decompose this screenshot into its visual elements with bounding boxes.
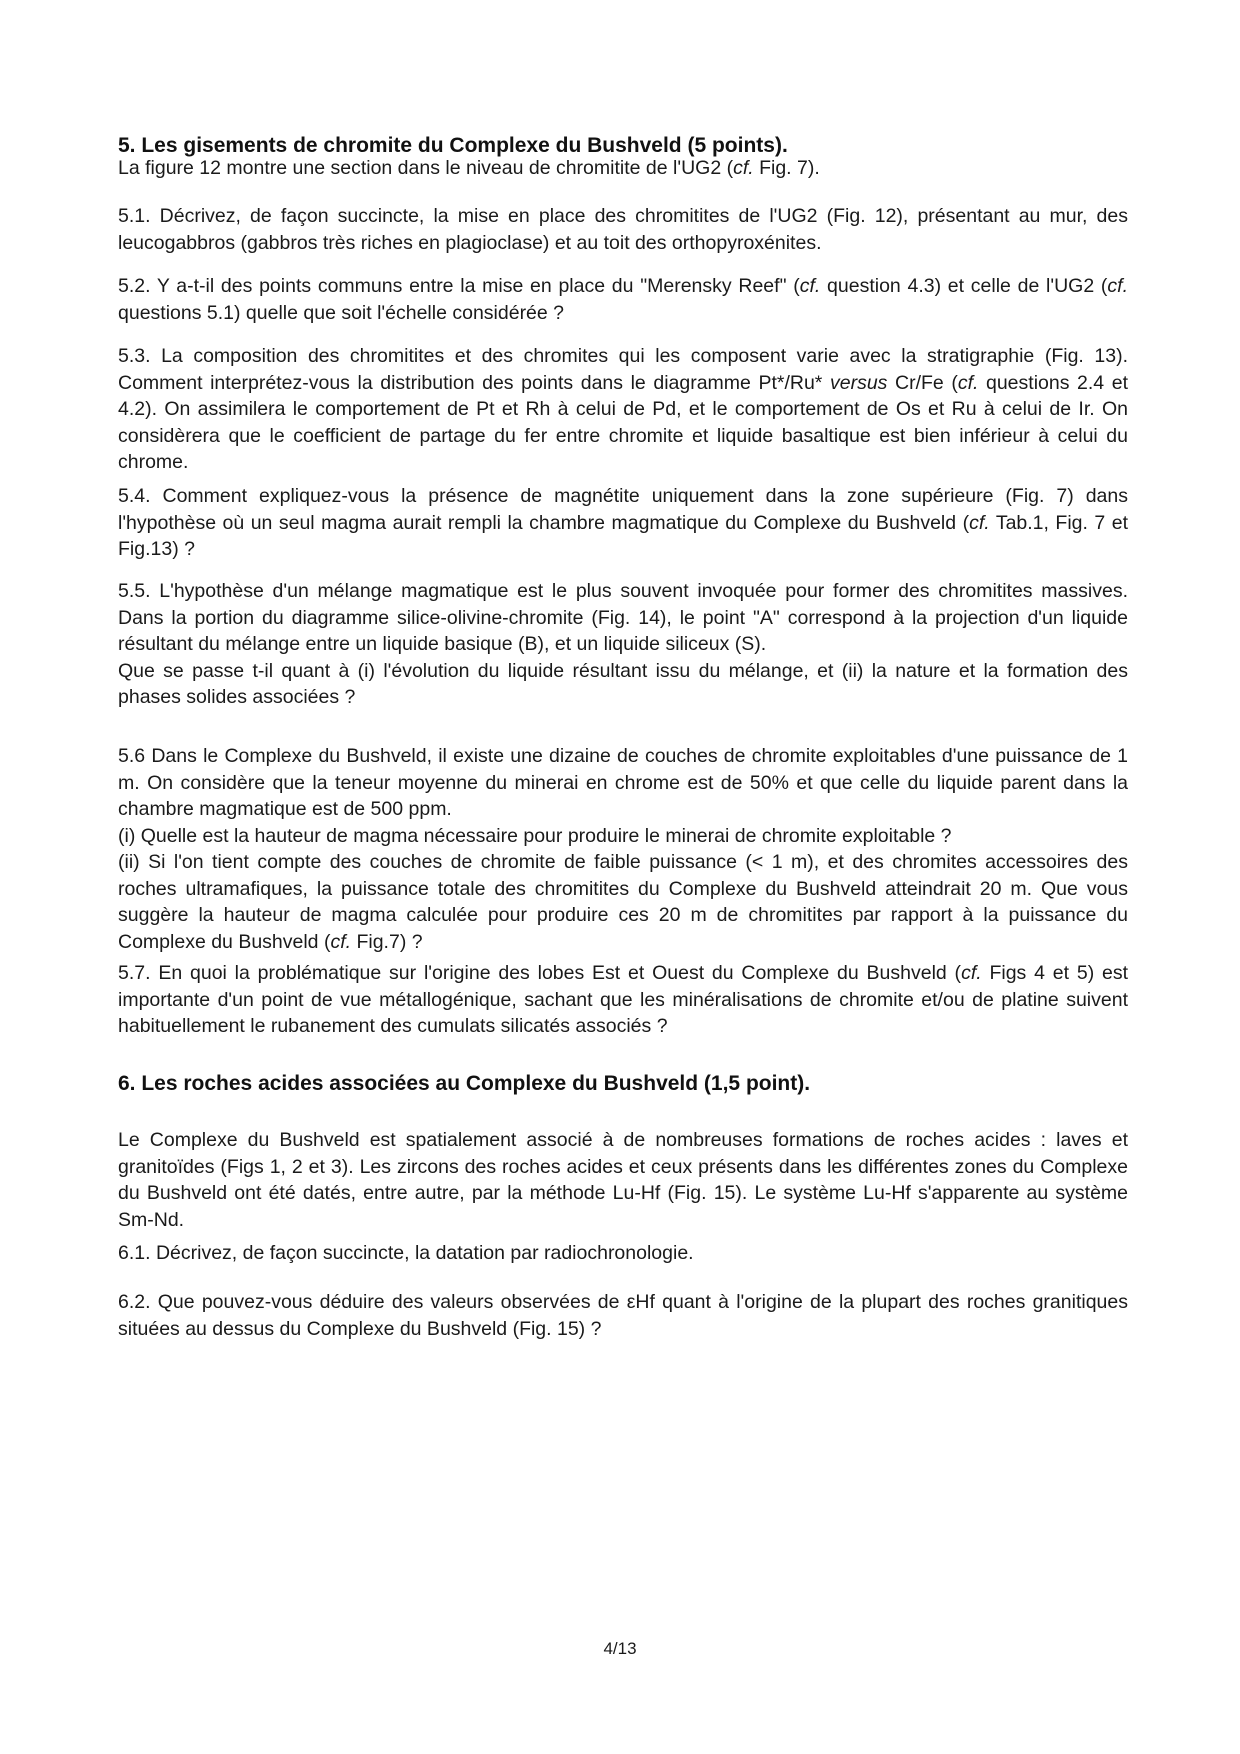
page-number: 4/13 [603,1639,637,1658]
question-6-2: 6.2. Que pouvez-vous déduire des valeurs observées de εHf quant à l'origine de la plupart des roches granitiques situées au dessus du Complexe du Bushveld (Fig. 15) ? [118,1291,1128,1340]
section-5-title: 5. Les gisements de chromite du Complexe du Bushveld (5 points). [118,134,788,157]
cf-ref: cf. [733,157,754,179]
section-6 [118,1070,1128,1098]
question-5-6: 5.6 Dans le Complexe du Bushveld, il existe une dizaine de couches de chromite exploitables d'une puissance de 1 m. On considère que la teneur moyenne du minerai en chrome est de 50% et que celle du liquide parent dans la chambre magmatique est de 500 ppm. (i) Quelle est la hauteur de magma nécessaire pour produire le minerai de chromite exploitable ? (ii) Si l'on tient compte des couches de chromite de faible puissance (< 1 m), et des chromites accessoires des roches ultramafiques, la puissance totale des chromitites du Complexe du Bushveld atteindrait 20 m. Que vous suggère la hauteur de magma calculée pour produire ces 20 m de chromitites par rapport à la puissance du Complexe du Bushveld (cf. Fig.7) ? [118,745,1128,953]
question-6-1: 6.1. Décrivez, de façon succincte, la datation par radiochronologie. [118,1242,694,1264]
epsilon-hf: εHf [626,1291,655,1313]
intro-text: La figure 12 montre une section dans le niveau de chromitite de l'UG2 ( [118,157,734,179]
question-5-4: 5.4. Comment expliquez-vous la présence de magnétite uniquement dans la zone supérieure (Fig. 7) dans l'hypothèse où un seul magma aurait rempli la chambre magmatique du Complexe du Bushveld (cf. Tab.1, Fig. 7 et Fig.13) ? [118,485,1129,560]
question-5-1: 5.1. Décrivez, de façon succincte, la mise en place des chromitites de l'UG2 (Fig. 12), présentant au mur, des leucogabbros (gabbros très riches en plagioclase) et au toit des orthopyroxénites. [118,205,1128,254]
question-5-2: 5.2. Y a-t-il des points communs entre la mise en place du "Merensky Reef" (cf. question 4.3) et celle de l'UG2 (cf. questions 5.1) quelle que soit l'échelle considérée ? [118,275,1128,324]
section-5-intro [118,155,1128,182]
question-5-5: 5.5. L'hypothèse d'un mélange magmatique est le plus souvent invoquée pour former des chromitites massives. Dans la portion du diagramme silice-olivine-chromite (Fig. 14), le point "A" correspond à la projection d'un liquide résultant du mélange entre un liquide basique (B), et un liquide siliceux (S). Que se passe t-il quant à (i) l'évolution du liquide résultant issu du mélange, et (ii) la nature et la formation des phases solides associées ? [118,580,1128,708]
section-6-title: 6. Les roches acides associées au Complexe du Bushveld (1,5 point). [118,1072,811,1095]
section-6-intro: Le Complexe du Bushveld est spatialement associé à de nombreuses formations de roches acides : laves et granitoïdes (Figs 1, 2 et 3). Les zircons des roches acides et ceux présents dans les différentes zones du Complexe du Bushveld ont été datés, entre autre, par la méthode Lu-Hf (Fig. 15). Le système Lu-Hf s'apparente au système Sm-Nd. [118,1129,1128,1231]
intro-text-end: Fig. 7). [753,157,820,179]
question-5-3: 5.3. La composition des chromitites et des chromites qui les composent varie avec la stratigraphie (Fig. 13). Comment interprétez-vous la distribution des points dans le diagramme Pt*/Ru* versus Cr/Fe (cf. questions 2.4 et 4.2). On assimilera le comportement de Pt et Rh à celui de Pd, et le comportement de Os et Ru à celui de Ir. On considèrera que le coefficient de partage du fer entre chromite et liquide basaltique est bien inférieur à celui du chrome. [118,345,1128,473]
question-5-7: 5.7. En quoi la problématique sur l'origine des lobes Est et Ouest du Complexe du Bushveld (cf. Figs 4 et 5) est importante d'un point de vue métallogénique, sachant que les minéralisations de chromite et/ou de platine suivent habituellement le rubanement des cumulats silicatés associés ? [118,962,1129,1037]
